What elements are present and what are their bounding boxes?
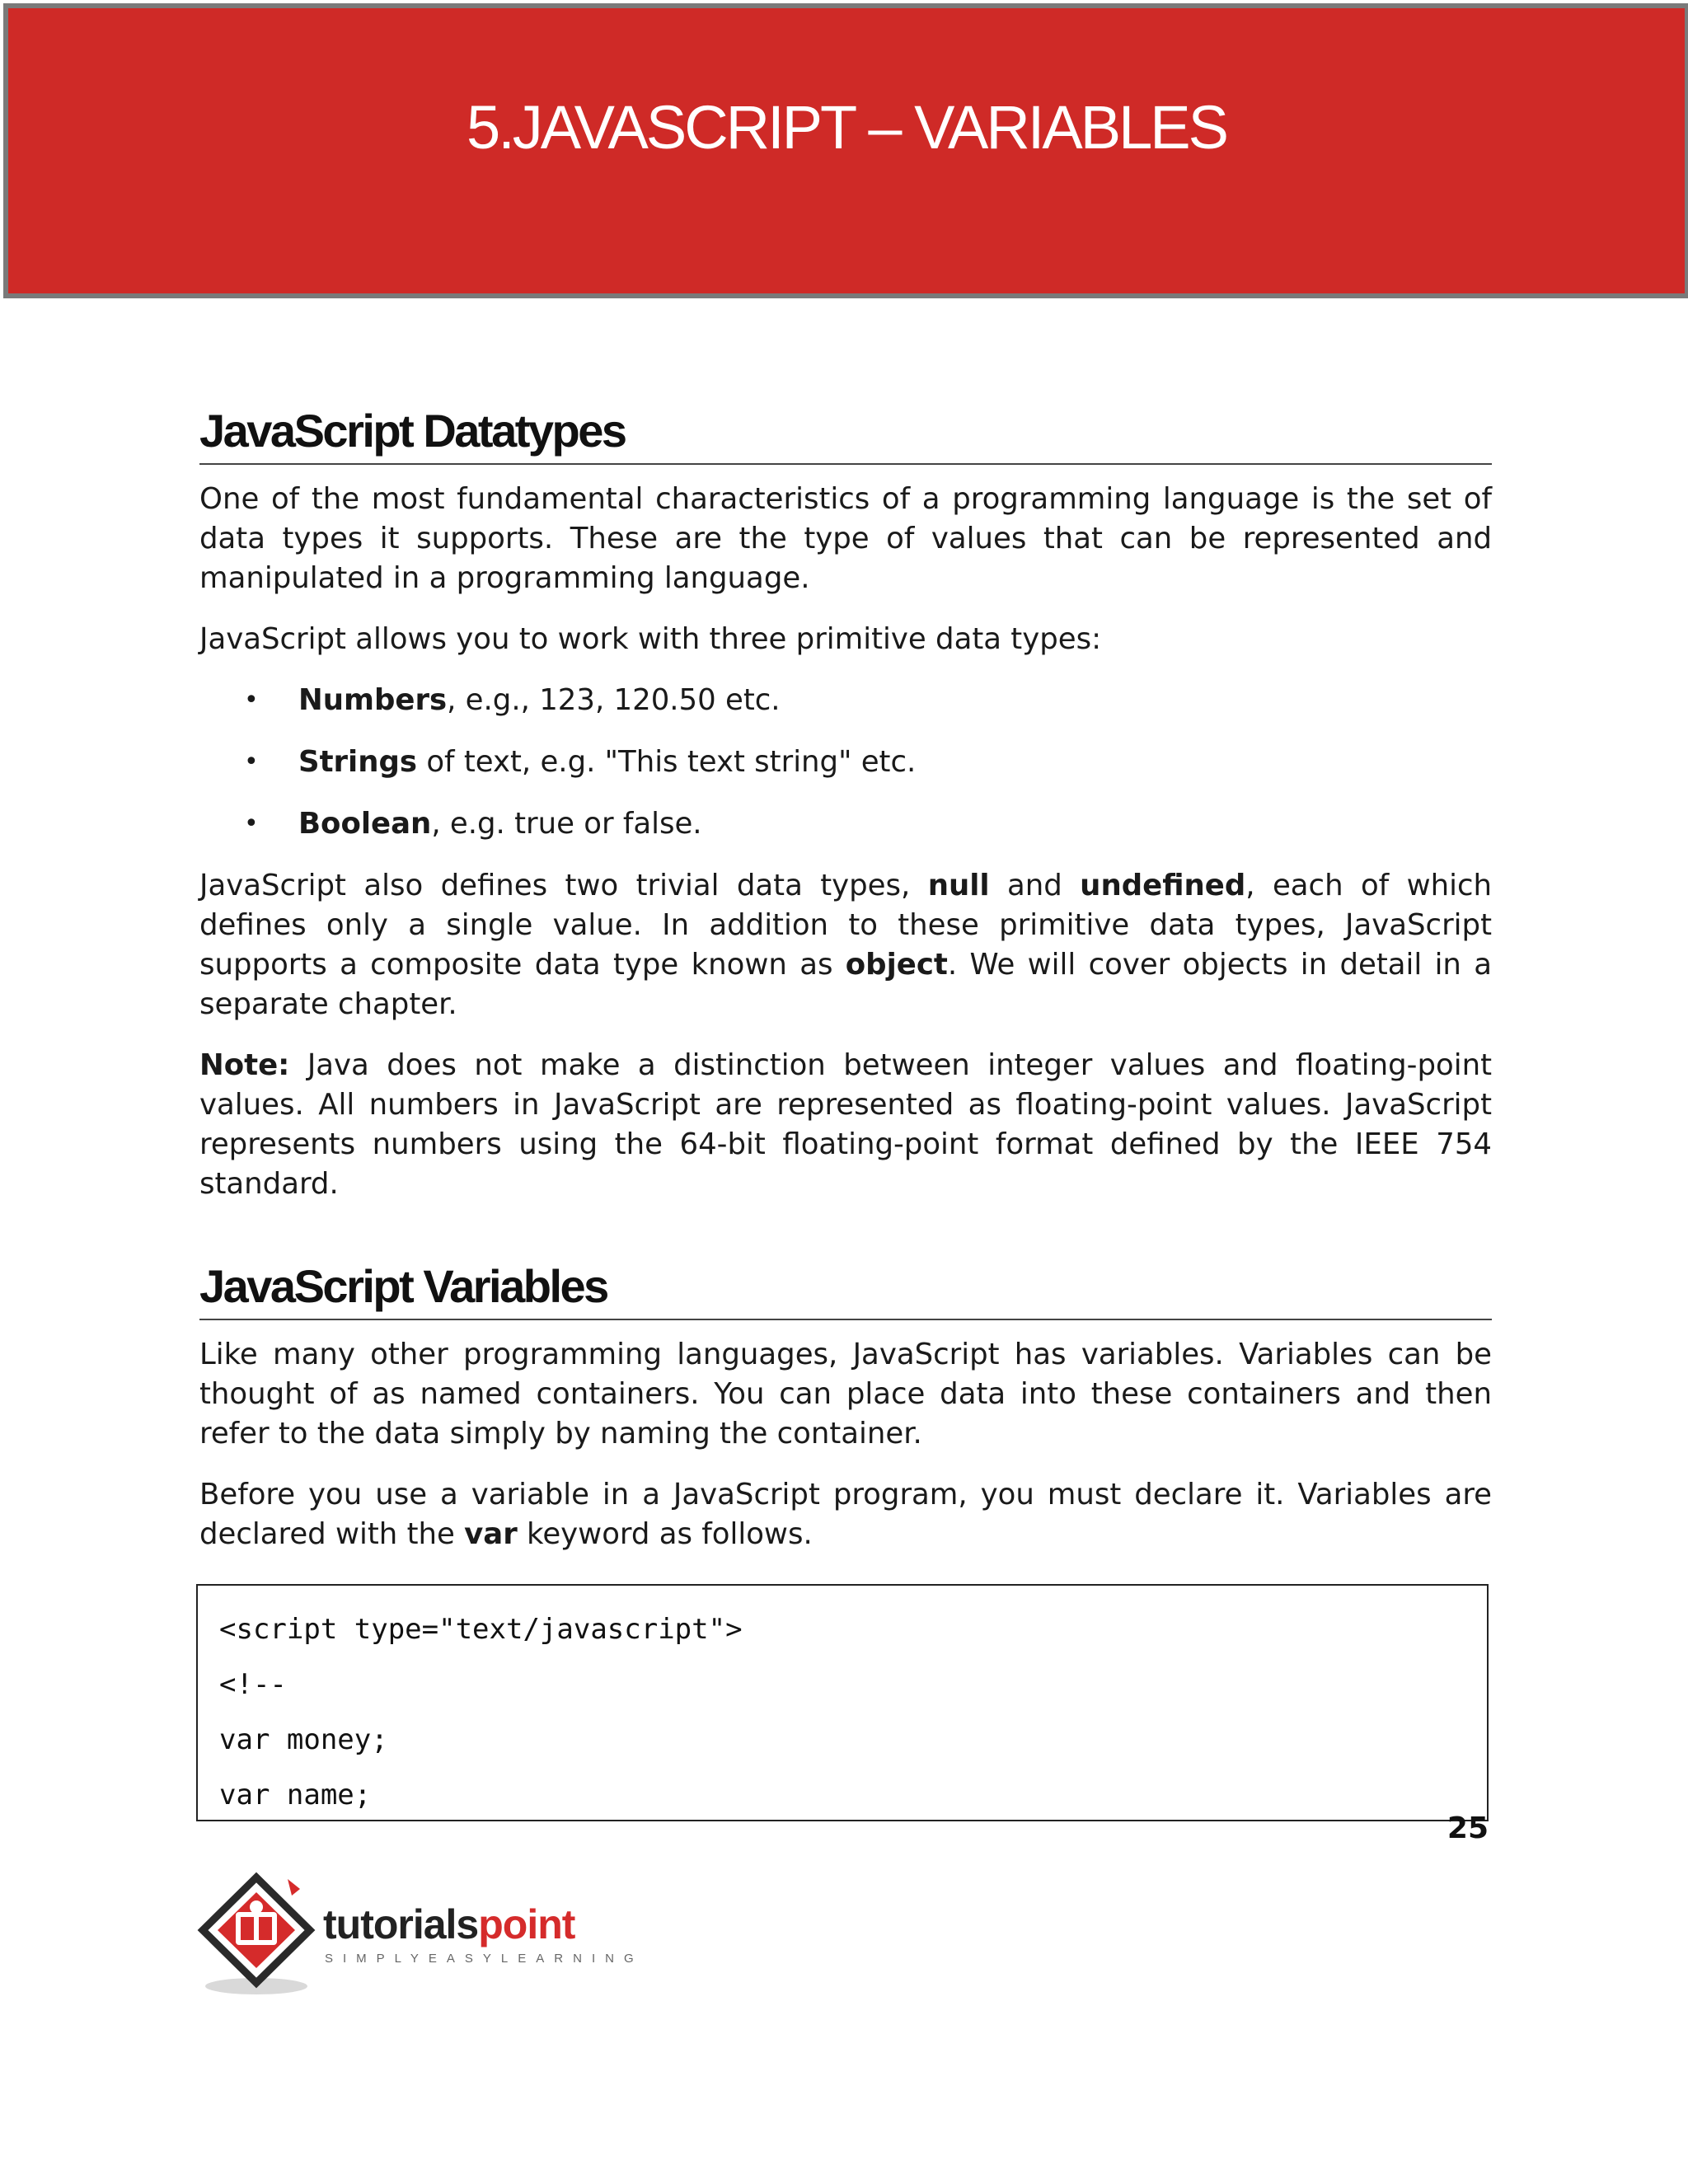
section-heading-datatypes: JavaScript Datatypes: [199, 405, 1492, 465]
paragraph: Like many other programming languages, JavaScript has variables. Variables can be thought of as named containers. You can place data into these containers and then refer to the data simply by naming the container.: [199, 1337, 1492, 1451]
section-datatypes: [199, 405, 1492, 1204]
bullet-icon: •: [244, 685, 259, 715]
bullet-icon: •: [244, 808, 259, 838]
page-number: 25: [1447, 1811, 1489, 1845]
list-item: [199, 743, 1492, 782]
term: Strings: [298, 744, 418, 779]
paragraph: One of the most fundamental characteristics of a programming language is the set of data types it supports. These are the type of values that can be represented and manipulated in a programming language.: [199, 481, 1492, 595]
list-item: [199, 681, 1492, 720]
logo-diamond-icon: [195, 1871, 326, 2003]
chapter-title: 5.JAVASCRIPT – VARIABLES: [467, 93, 1226, 162]
code-line: <!--: [219, 1668, 287, 1701]
paragraph: JavaScript allows you to work with three primitive data types:: [199, 621, 1102, 656]
chapter-banner: [3, 3, 1688, 298]
tutorialspoint-logo: [195, 1871, 656, 2003]
term: Boolean: [298, 806, 432, 841]
note-label: Note:: [199, 1047, 290, 1082]
logo-wordmark: tutorialspoint: [323, 1901, 575, 1947]
bullet-icon: •: [244, 747, 259, 776]
code-line: var name;: [219, 1779, 372, 1811]
section-heading-variables: JavaScript Variables: [199, 1261, 1492, 1320]
paragraph: Before you use a variable in a JavaScript program, you must declare it. Variables are declared with the var keyword as follows.: [199, 1477, 1492, 1551]
code-block: [196, 1584, 1489, 1821]
list-item: [199, 804, 1492, 844]
logo-tagline: SIMPLYEASYLEARNING: [325, 1952, 644, 1966]
item-text: , e.g., 123, 120.50 etc.: [447, 682, 781, 717]
code-line: <script type="text/javascript">: [219, 1613, 743, 1646]
note-paragraph: Note: Java does not make a distinction between integer values and floating-point values. All numbers in JavaScript are represented as floating-point values. JavaScript represents numbers using the 64-bit floating-point format defined by the IEEE 754 standard.: [199, 1047, 1492, 1201]
paragraph: JavaScript also defines two trivial data types, null and undefined, each of which defines only a single value. In addition to these primitive data types, JavaScript supports a composite data type known as object. We will cover objects in detail in a separate chapter.: [199, 868, 1492, 1021]
item-text: of text, e.g. "This text string" etc.: [417, 744, 917, 779]
datatype-list: [199, 681, 1492, 844]
item-text: , e.g. true or false.: [431, 806, 702, 841]
code-line: var money;: [219, 1723, 388, 1756]
section-variables: [199, 1261, 1492, 1554]
term: Numbers: [298, 682, 448, 717]
